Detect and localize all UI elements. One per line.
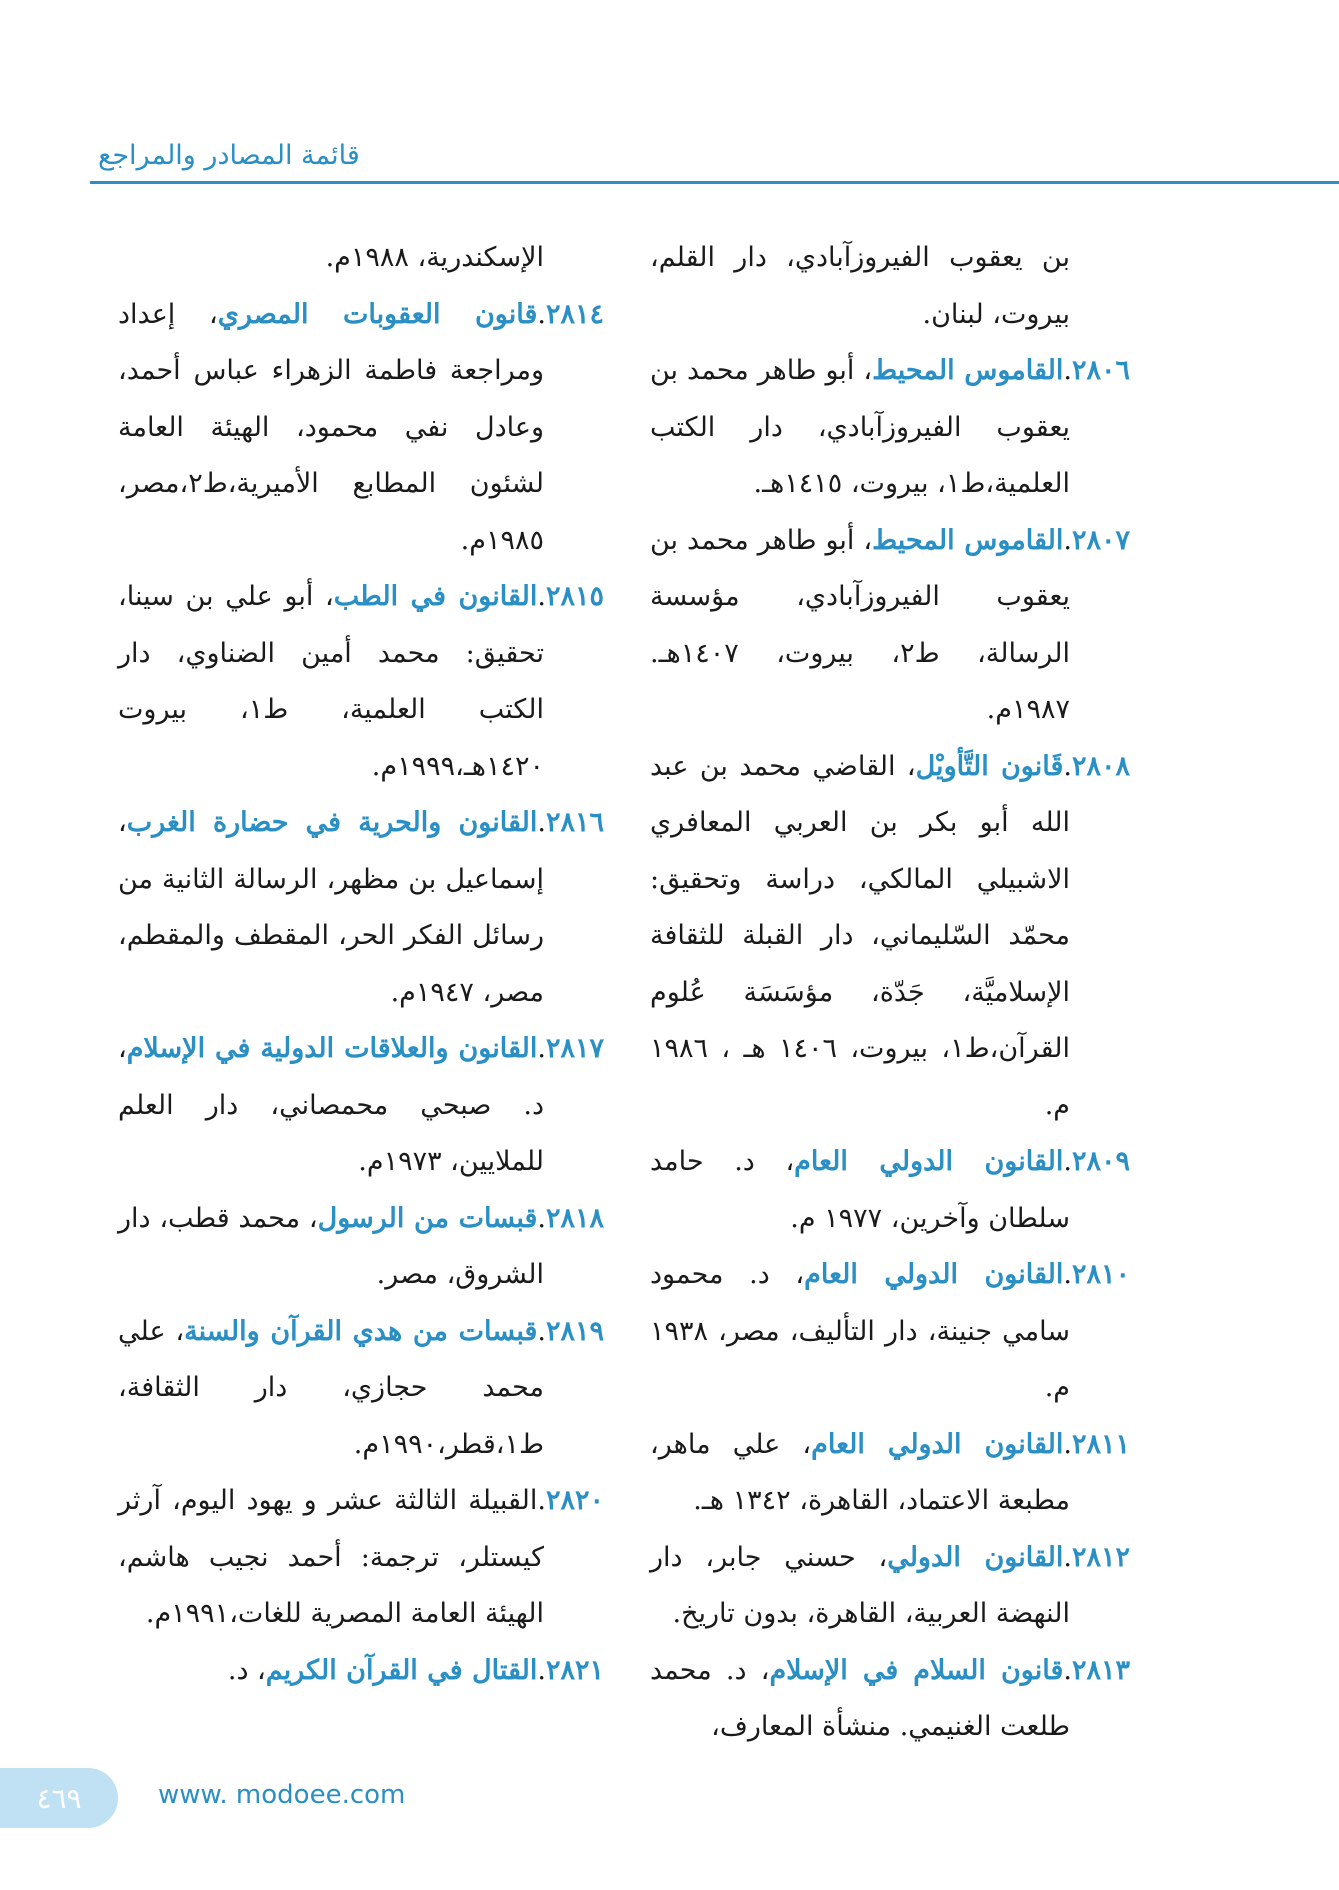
entry-details: ، د. صبحي محمصاني، دار العلم للملايين، ١٩٧٣م. (118, 1033, 544, 1177)
entry-details: ، محمد قطب، دار الشروق، مصر. (118, 1202, 544, 1290)
entry-number: ٢٨١٢ (1071, 1541, 1130, 1573)
right-column (650, 230, 1130, 1756)
entry-number: ٢٨١٨ (545, 1202, 604, 1234)
entry-title: قانون العقوبات المصري (217, 298, 538, 330)
reference-entry: ٢٨١٩.قبسات من هدي القرآن والسنة، علي محمد حجازي، دار الثقافة، ط١،قطر،١٩٩٠م. (118, 1315, 604, 1460)
reference-entry: ٢٨٢٠.القبيلة الثالثة عشر و يهود اليوم، آرثر كيستلر، ترجمة: أحمد نجيب هاشم، الهيئة العامة المصرية للغات،١٩٩١م. (118, 1485, 604, 1629)
header-rule (90, 181, 1339, 184)
entry-title: القانون الدولي العام (794, 1146, 1064, 1177)
entry-title: القتال في القرآن الكريم (265, 1654, 538, 1686)
entry-details: ، د. محمد طلعت الغنيمي. منشأة المعارف، (650, 1654, 1070, 1742)
reference-entry: ٢٨١٤.قانون العقوبات المصري، إعداد ومراجعة فاطمة الزهراء عباس أحمد، وعادل نفي محمود، الهيئة العامة لشئون المطابع الأميرية،ط٢،مصر، ١٩٨٥م. (118, 298, 605, 556)
entry-number: ٢٨٢٠ (545, 1485, 604, 1516)
entry-details: ، حسني جابر، دار النهضة العربية، القاهرة، بدون تاريخ. (650, 1541, 1070, 1629)
reference-continuation: بن يعقوب الفيروزآبادي، دار القلم، بيروت، لبنان. (650, 242, 1070, 330)
entry-title: القاموس المحيط (872, 355, 1064, 386)
entry-details: ، علي ماهر، مطبعة الاعتماد، القاهرة، ١٣٤٢ هـ. (650, 1428, 1070, 1516)
entry-details: ، أبو طاهر محمد بن يعقوب الفيروزآبادي، دار الكتب العلمية،ط١، بيروت، ١٤١٥هـ. (650, 355, 1070, 499)
entry-details: ، القاضي محمد بن عبد الله أبو بكر بن العربي المعافري الاشبيلي المالكي، دراسة وتحقيق: محمّد السّليماني، دار القبلة للثقافة الإسلاميَّة، جَدّة، مؤسَسَة عُلوم القرآن،ط١، بيروت، ١٤٠٦ هـ ، ١٩٨٦ م. (650, 750, 1070, 1121)
reference-entry: ٢٨٠٦.القاموس المحيط، أبو طاهر محمد بن يعقوب الفيروزآبادي، دار الكتب العلمية،ط١، بيروت، ١٤١٥هـ. (650, 355, 1130, 499)
footer-website-link[interactable]: www. modoee.com (158, 1780, 406, 1810)
entry-title: القانون والحرية في حضارة الغرب (126, 807, 538, 838)
reference-entry: ٢٨١٦.القانون والحرية في حضارة الغرب، إسماعيل بن مظهر، الرسالة الثانية من رسائل الفكر الحر، المقطف والمقطم، مصر، ١٩٤٧م. (118, 807, 604, 1008)
entry-number: ٢٨١٤ (546, 298, 605, 330)
reference-entry: ٢٨١٣.قانون السلام في الإسلام، د. محمد طلعت الغنيمي. منشأة المعارف، (650, 1654, 1130, 1742)
reference-entry: ٢٨٢١.القتال في القرآن الكريم، د. (227, 1654, 604, 1686)
entry-number: ٢٨٠٧ (1071, 524, 1130, 556)
reference-entry: ٢٨١٨.قبسات من الرسول، محمد قطب، دار الشروق، مصر. (118, 1202, 604, 1290)
entry-title: القانون في الطب (333, 581, 538, 612)
entry-title: القانون الدولي العام (804, 1259, 1064, 1290)
entry-number: ٢٨٠٨ (1071, 750, 1130, 782)
reference-entry: ٢٨٠٩.القانون الدولي العام، د. حامد سلطان وآخرين، ١٩٧٧ م. (650, 1146, 1130, 1234)
entry-title: قَانون التَّأويْل (915, 750, 1064, 782)
entry-title: قانون السلام في الإسلام (769, 1654, 1064, 1686)
entry-title: قبسات من الرسول (317, 1202, 538, 1234)
entry-number: ٢٨١٩ (545, 1315, 604, 1347)
reference-entry: ٢٨٠٧.القاموس المحيط، أبو طاهر محمد بن يعقوب الفيروزآبادي، مؤسسة الرسالة، ط٢، بيروت، ١٤٠٧هـ. ١٩٨٧م. (650, 524, 1130, 725)
entry-title: قبسات من هدي القرآن والسنة (184, 1315, 538, 1347)
entry-details: ، علي محمد حجازي، دار الثقافة، ط١،قطر،١٩٩٠م. (118, 1315, 544, 1460)
reference-entry: ٢٨١٠.القانون الدولي العام، د. محمود سامي جنينة، دار التأليف، مصر، ١٩٣٨ م. (650, 1259, 1130, 1403)
entry-title: القانون الدولي العام (811, 1428, 1064, 1460)
entry-details: ، إعداد ومراجعة فاطمة الزهراء عباس أحمد، وعادل نفي محمود، الهيئة العامة لشئون المطابع الأميرية،ط٢،مصر، ١٩٨٥م. (118, 298, 544, 556)
reference-entry: ٢٨٠٨.قَانون التَّأويْل، القاضي محمد بن عبد الله أبو بكر بن العربي المعافري الاشبيلي المالكي، دراسة وتحقيق: محمّد السّليماني، دار القبلة للثقافة الإسلاميَّة، جَدّة، مؤسَسَة عُلوم القرآن،ط١، بيروت، ١٤٠٦ هـ ، ١٩٨٦ م. (650, 750, 1130, 1121)
reference-entry: ٢٨١٢.القانون الدولي، حسني جابر، دار النهضة العربية، القاهرة، بدون تاريخ. (650, 1541, 1130, 1629)
entry-number: ٢٨٠٦ (1071, 355, 1130, 386)
reference-entry: ٢٨١٧.القانون والعلاقات الدولية في الإسلام، د. صبحي محمصاني، دار العلم للملايين، ١٩٧٣م. (118, 1033, 604, 1177)
page-number: ٤٦٩ (36, 1781, 82, 1815)
entry-title: القاموس المحيط (872, 524, 1064, 556)
entry-title: القانون الدولي (887, 1541, 1064, 1573)
entry-number: ٢٨١٠ (1071, 1259, 1130, 1290)
reference-entry: ٢٨١١.القانون الدولي العام، علي ماهر، مطبعة الاعتماد، القاهرة، ١٣٤٢ هـ. (650, 1428, 1130, 1516)
entry-number: ٢٨٢١ (545, 1654, 604, 1686)
entry-details: ، د. (227, 1654, 266, 1686)
entry-details: ، د. حامد سلطان وآخرين، ١٩٧٧ م. (650, 1146, 1070, 1234)
page-number-badge (0, 1768, 118, 1828)
entry-number: ٢٨١٥ (545, 581, 604, 612)
entry-number: ٢٨٠٩ (1071, 1146, 1130, 1177)
entry-number: ٢٨١٣ (1071, 1654, 1130, 1686)
entry-number: ٢٨١٦ (545, 807, 604, 838)
entry-number: ٢٨١١ (1071, 1428, 1130, 1460)
entry-title: القانون والعلاقات الدولية في الإسلام (126, 1033, 538, 1064)
entry-details: ، أبو علي بن سينا، تحقيق: محمد أمين الضناوي، دار الكتب العلمية، ط١، بيروت ١٤٢٠هـ،١٩٩٩م. (118, 581, 544, 782)
entry-details: ، د. محمود سامي جنينة، دار التأليف، مصر، ١٩٣٨ م. (650, 1259, 1070, 1403)
entry-details: ، إسماعيل بن مظهر، الرسالة الثانية من رسائل الفكر الحر، المقطف والمقطم، مصر، ١٩٤٧م. (118, 807, 544, 1008)
entry-number: ٢٨١٧ (545, 1033, 604, 1064)
entry-details: ، أبو طاهر محمد بن يعقوب الفيروزآبادي، مؤسسة الرسالة، ط٢، بيروت، ١٤٠٧هـ. ١٩٨٧م. (650, 524, 1070, 725)
running-header-title: قائمة المصادر والمراجع (98, 140, 360, 171)
reference-continuation: الإسكندرية، ١٩٨٨م. (325, 242, 544, 273)
reference-entry: ٢٨١٥.القانون في الطب، أبو علي بن سينا، تحقيق: محمد أمين الضناوي، دار الكتب العلمية، ط١، بيروت ١٤٢٠هـ،١٩٩٩م. (118, 581, 604, 782)
left-column (118, 230, 604, 1699)
entry-details: القبيلة الثالثة عشر و يهود اليوم، آرثر كيستلر، ترجمة: أحمد نجيب هاشم، الهيئة العامة المصرية للغات،١٩٩١م. (118, 1485, 544, 1629)
